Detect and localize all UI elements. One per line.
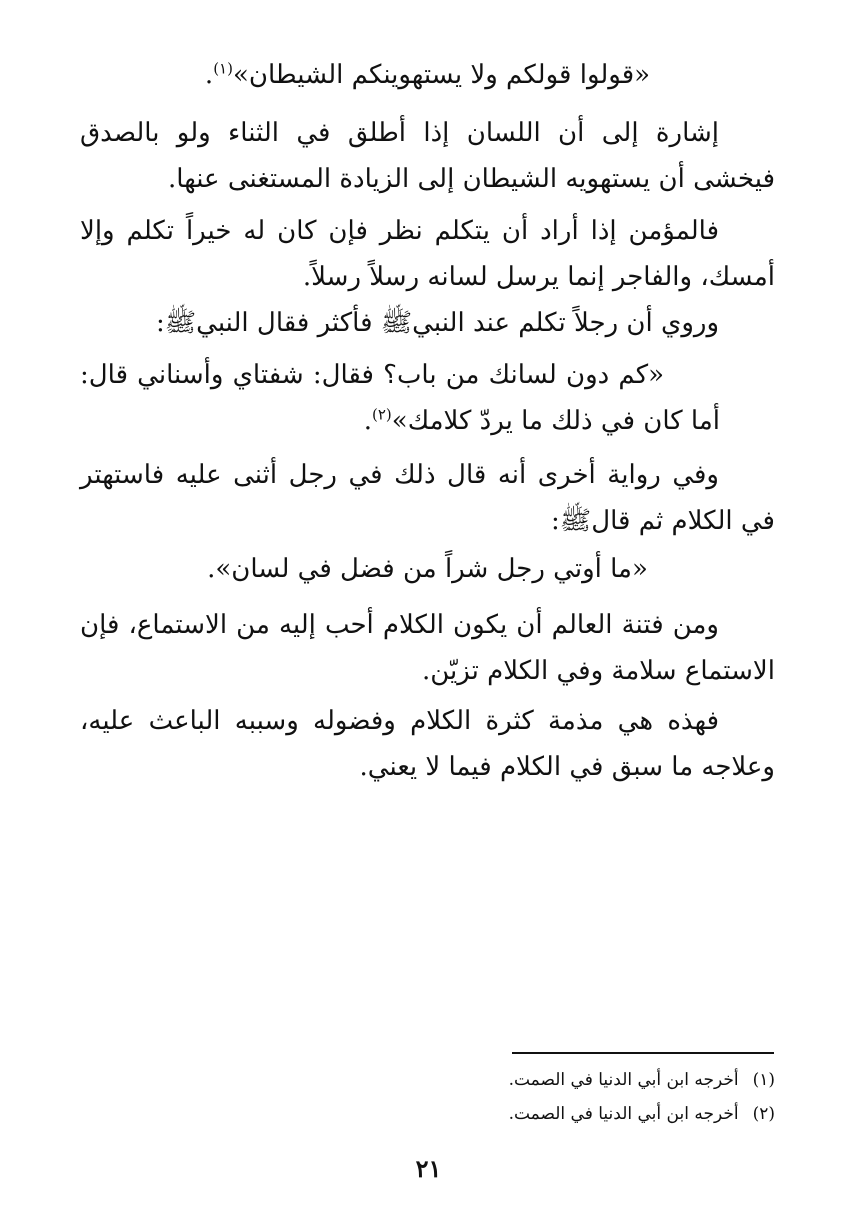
- footnote-2: [375, 1102, 775, 1126]
- footnote-number: (١): [752, 1070, 775, 1090]
- paragraph-2: إشارة إلى أن اللسان إذا أطلق في الثناء ولو بالصدق فيخشى أن يستهويه الشيطان إلى الزيادة المستغنى عنها.: [80, 118, 775, 194]
- quote-paragraph-7: «ما أوتي رجل شراً من فضل في لسان».: [207, 554, 648, 584]
- footnote-marker-2: (٢): [372, 405, 392, 424]
- paragraph-8: ومن فتنة العالم أن يكون الكلام أحب إليه من الاستماع، فإن الاستماع سلامة وفي الكلام تزيّن.: [80, 610, 775, 686]
- footnote-number: (٢): [752, 1104, 775, 1124]
- paragraph-4: وروي أن رجلاً تكلم عند النبيﷺ فأكثر فقال النبيﷺ:: [155, 308, 719, 338]
- quote-text: «كم دون لسانك من باب؟ فقال: شفتاي وأسناني قال: أما كان في ذلك ما يردّ كلامك»: [80, 360, 720, 436]
- footnote-text: أخرجه ابن أبي الدنيا في الصمت.: [508, 1070, 739, 1090]
- page-number: ٢١: [415, 1154, 442, 1183]
- paragraph-6: وفي رواية أخرى أنه قال ذلك في رجل أثنى عليه فاستهتر في الكلام ثم قالﷺ:: [80, 460, 775, 536]
- paragraph-9: فهذه هي مذمة كثرة الكلام وفضوله وسببه الباعث عليه، وعلاجه ما سبق في الكلام فيما لا يعني.: [80, 706, 775, 782]
- quote-tail: .: [204, 60, 214, 90]
- footnote-divider: [512, 1052, 774, 1054]
- footnote-text: أخرجه ابن أبي الدنيا في الصمت.: [508, 1104, 739, 1124]
- quote-paragraph-1: [80, 52, 775, 98]
- quote-tail: .: [363, 406, 372, 436]
- footnote-1: [375, 1068, 775, 1092]
- quote-text: «قولوا قولكم ولا يستهوينكم الشيطان»: [232, 60, 651, 90]
- quote-paragraph-5: [80, 352, 720, 444]
- footnote-marker-1: (١): [213, 59, 233, 78]
- paragraph-3: فالمؤمن إذا أراد أن يتكلم نظر فإن كان له خيراً تكلم وإلا أمسك، والفاجر إنما يرسل لسانه رسلاً رسلاً.: [80, 216, 775, 292]
